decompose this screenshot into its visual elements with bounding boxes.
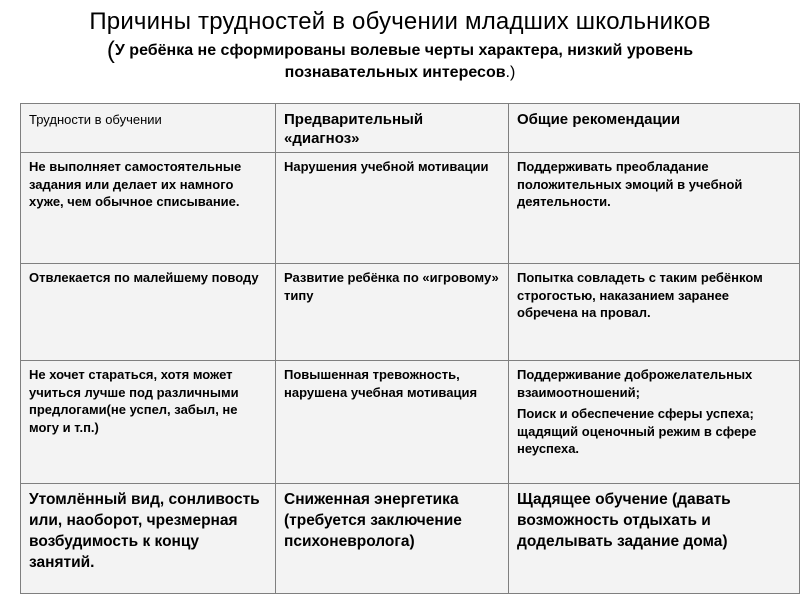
header-diagnosis: Предварительный «диагноз» [276, 104, 509, 153]
table-row [21, 484, 800, 594]
difficulty-cell: Отвлекается по малейшему поводу [21, 264, 276, 361]
recommendations-cell [509, 153, 800, 264]
subtitle-text: У ребёнка не сформированы волевые черты характера, низкий уровень познавательных интересов [114, 42, 694, 81]
difficulty-cell: Утомлённый вид, сонливость или, наоборот, чрезмерная возбудимость к концу занятий. [21, 484, 276, 594]
table-row [21, 264, 800, 361]
difficulty-cell: Не выполняет самостоятельные задания или делает их намного хуже, чем обычное списывание. [21, 153, 276, 264]
diagnosis-cell: Развитие ребёнка по «игровому» типу [276, 264, 509, 361]
subtitle-close: .) [505, 64, 516, 81]
diagnosis-cell: Повышенная тревожность, нарушена учебная мотивация [276, 361, 509, 484]
difficulties-table [20, 103, 800, 594]
recommendations-cell [509, 484, 800, 594]
header-difficulty: Трудности в обучении [21, 104, 276, 153]
page-title: Причины трудностей в обучении младших школьников [89, 8, 711, 35]
table-header-row [21, 104, 800, 153]
recommendations-cell [509, 264, 800, 361]
recommendation-item: Поиск и обеспечение сферы успеха; щадящий оценочный режим в сфере неуспеха. [517, 406, 757, 456]
recommendations-cell [509, 361, 800, 484]
diagnosis-cell: Нарушения учебной мотивации [276, 153, 509, 264]
recommendation-item: Попытка совладеть с таким ребёнком строгостью, наказанием заранее обречена на провал. [517, 270, 763, 320]
table-row [21, 153, 800, 264]
table-row [21, 361, 800, 484]
header-recommendations: Общие рекомендации [509, 104, 800, 153]
subtitle [40, 37, 760, 84]
recommendation-item: Щадящее обучение (давать возможность отдыхать и доделывать задание дома) [517, 491, 731, 550]
diagnosis-cell: Сниженная энергетика (требуется заключение психоневролога) [276, 484, 509, 594]
difficulty-cell: Не хочет стараться, хотя может учиться лучше под различными предлогами(не успел, забыл, не могу и т.п.) [21, 361, 276, 484]
recommendation-item: Поддерживать преобладание положительных эмоций в учебной деятельности. [517, 159, 743, 209]
subtitle-open-paren: ( [106, 37, 115, 64]
recommendation-item: Поддерживание доброжелательных взаимоотношений; [517, 367, 753, 400]
